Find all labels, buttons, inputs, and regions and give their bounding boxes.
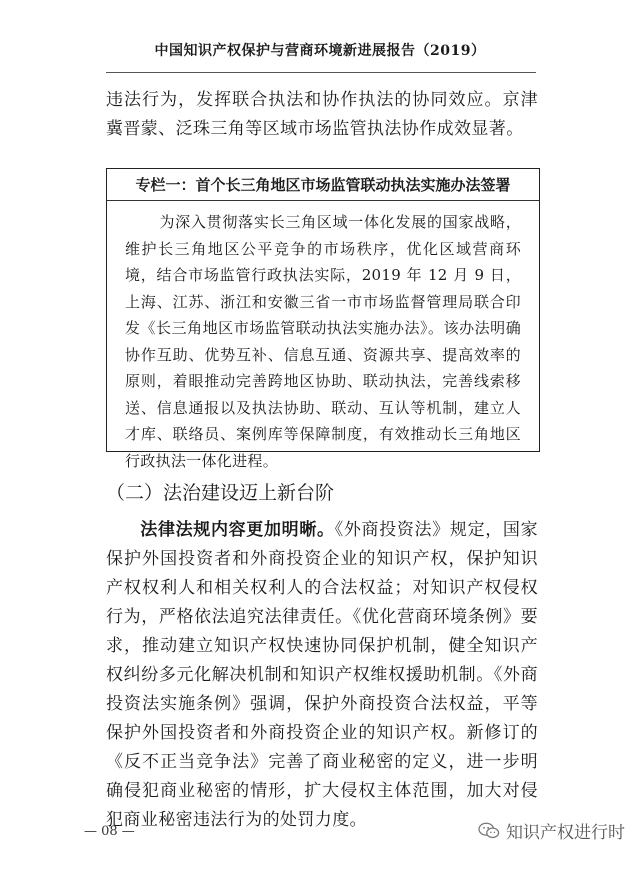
watermark (478, 818, 625, 843)
header-divider (106, 72, 536, 73)
box-body (125, 209, 521, 474)
paragraph-text: 《外商投资法》规定，国家保护外国投资者和外商投资企业的知识产权，保护知识产权权利人和相关权利人的合法权益；对知识产权侵权行为，严格依法追究法律责任。《优化营商环境条例》要求，推动建立知识产权快速协同保护机制，健全知识产权纠纷多元化解决机制和知识产权维权援助机制。《外商投资法实施条例》强调，保护外商投资合法权益，平等保护外国投资者和外商投资企业的知识产权。新修订的《反不正当竞争法》完善了商业秘密的定义，进一步明确侵犯商业秘密的情形，扩大侵权主体范围，加大对侵犯商业秘密违法行为的处罚力度。 (106, 520, 538, 830)
wechat-icon (478, 821, 500, 841)
box-title-divider (107, 200, 539, 201)
intro-paragraph (106, 86, 538, 144)
box-title: 专栏一：首个长三角地区市场监管联动执法实施办法签署 (135, 176, 511, 194)
page-number: — 08 — (84, 824, 135, 839)
intro-text: 违法行为，发挥联合执法和协作执法的协同效应。京津冀晋蒙、泛珠三角等区域市场监管执法协作成效显著。 (106, 90, 538, 139)
page-header: 中国知识产权保护与营商环境新进展报告（2019） (154, 43, 486, 59)
box-body-text: 为深入贯彻落实长三角区域一体化发展的国家战略，维护长三角地区公平竞争的市场秩序，优化区域营商环境，结合市场监管行政执法实际，2019 年 12 月 9 日，上海、江苏、浙江和安徽三省一市市场监督管理局联合印发《长三角地区市场监管联动执法实施办法》。该办法明确协作互助、优势互补、信息互通、资源共享、提高效率的原则，着眼推动完善跨地区协助、联动执法，完善线索移送、信息通报以及执法协助、联动、互认等机制，建立人才库、联络员、案例库等保障制度，有效推动长三角地区行政执法一体化进程。 (125, 213, 521, 470)
body-paragraph (106, 516, 538, 835)
watermark-text: 知识产权进行时 (506, 823, 625, 843)
sidebar-box (106, 168, 540, 470)
section-heading: （二）法治建设迈上新台阶 (106, 482, 335, 504)
paragraph-lead: 法律法规内容更加明晰。 (140, 520, 335, 540)
